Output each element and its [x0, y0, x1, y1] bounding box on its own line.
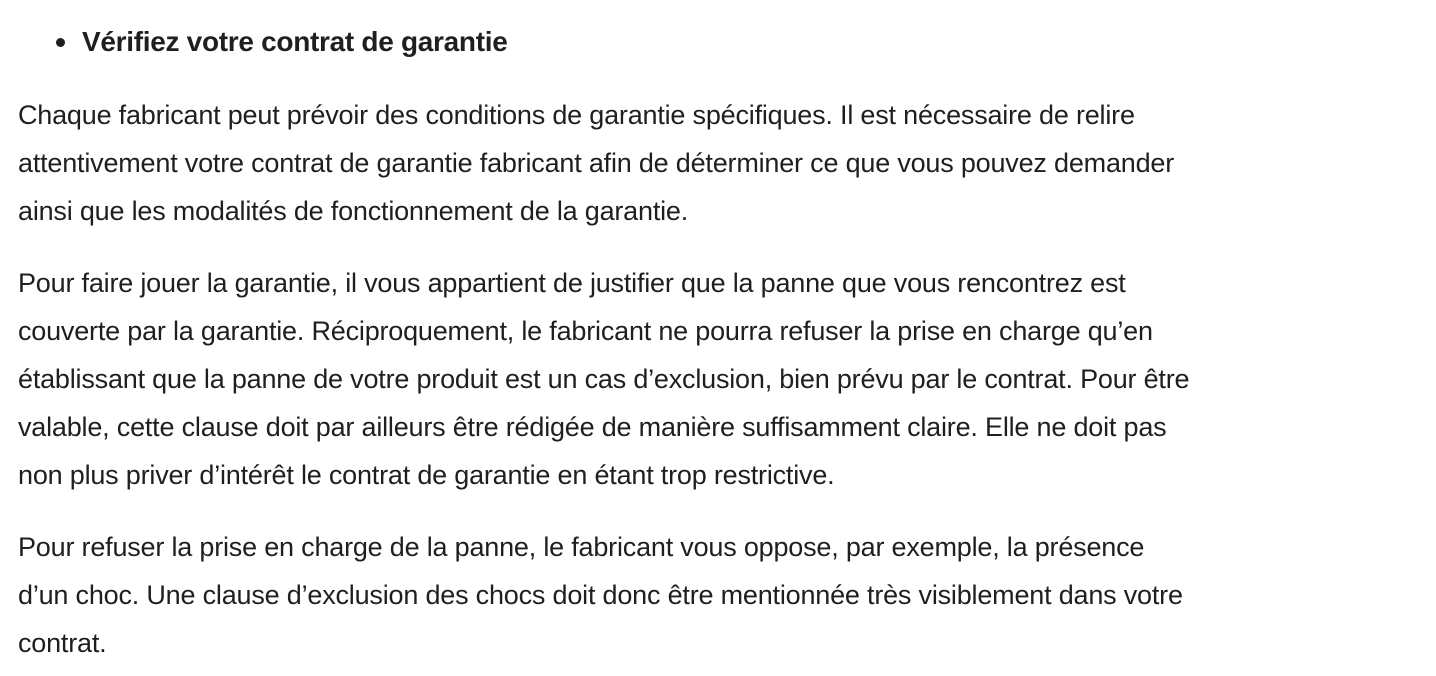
paragraph-line: valable, cette clause doit par ailleurs être rédigée de manière suffisamment claire. Elle ne doit pas: [18, 412, 1167, 442]
paragraph-line: couverte par la garantie. Réciproquement, le fabricant ne pourra refuser la prise en charge qu’en: [18, 316, 1153, 346]
bullet-dot-icon: [56, 38, 65, 47]
paragraph-line: attentivement votre contrat de garantie fabricant afin de déterminer ce que vous pouvez demander: [18, 148, 1174, 178]
paragraph-line: Pour refuser la prise en charge de la panne, le fabricant vous oppose, par exemple, la présence: [18, 532, 1145, 562]
paragraph-line: Pour faire jouer la garantie, il vous appartient de justifier que la panne que vous rencontrez est: [18, 268, 1126, 298]
paragraph-line: établissant que la panne de votre produit est un cas d’exclusion, bien prévu par le contrat. Pour être: [18, 364, 1190, 394]
paragraph-line: contrat.: [18, 628, 107, 658]
paragraph-line: d’un choc. Une clause d’exclusion des chocs doit donc être mentionnée très visiblement dans votre: [18, 580, 1183, 610]
paragraph-warranty-conditions: [18, 91, 1428, 235]
bullet-list: [18, 0, 1418, 68]
paragraph-line: Chaque fabricant peut prévoir des conditions de garantie spécifiques. Il est nécessaire de relire: [18, 100, 1135, 130]
paragraph-line: non plus priver d’intérêt le contrat de garantie en étant trop restrictive.: [18, 460, 835, 490]
bullet-heading: Vérifiez votre contrat de garantie: [82, 26, 508, 57]
paragraph-line: ainsi que les modalités de fonctionnement de la garantie.: [18, 196, 689, 226]
paragraph-warranty-claim: [18, 259, 1428, 499]
paragraph-shock-exclusion: [18, 523, 1428, 667]
